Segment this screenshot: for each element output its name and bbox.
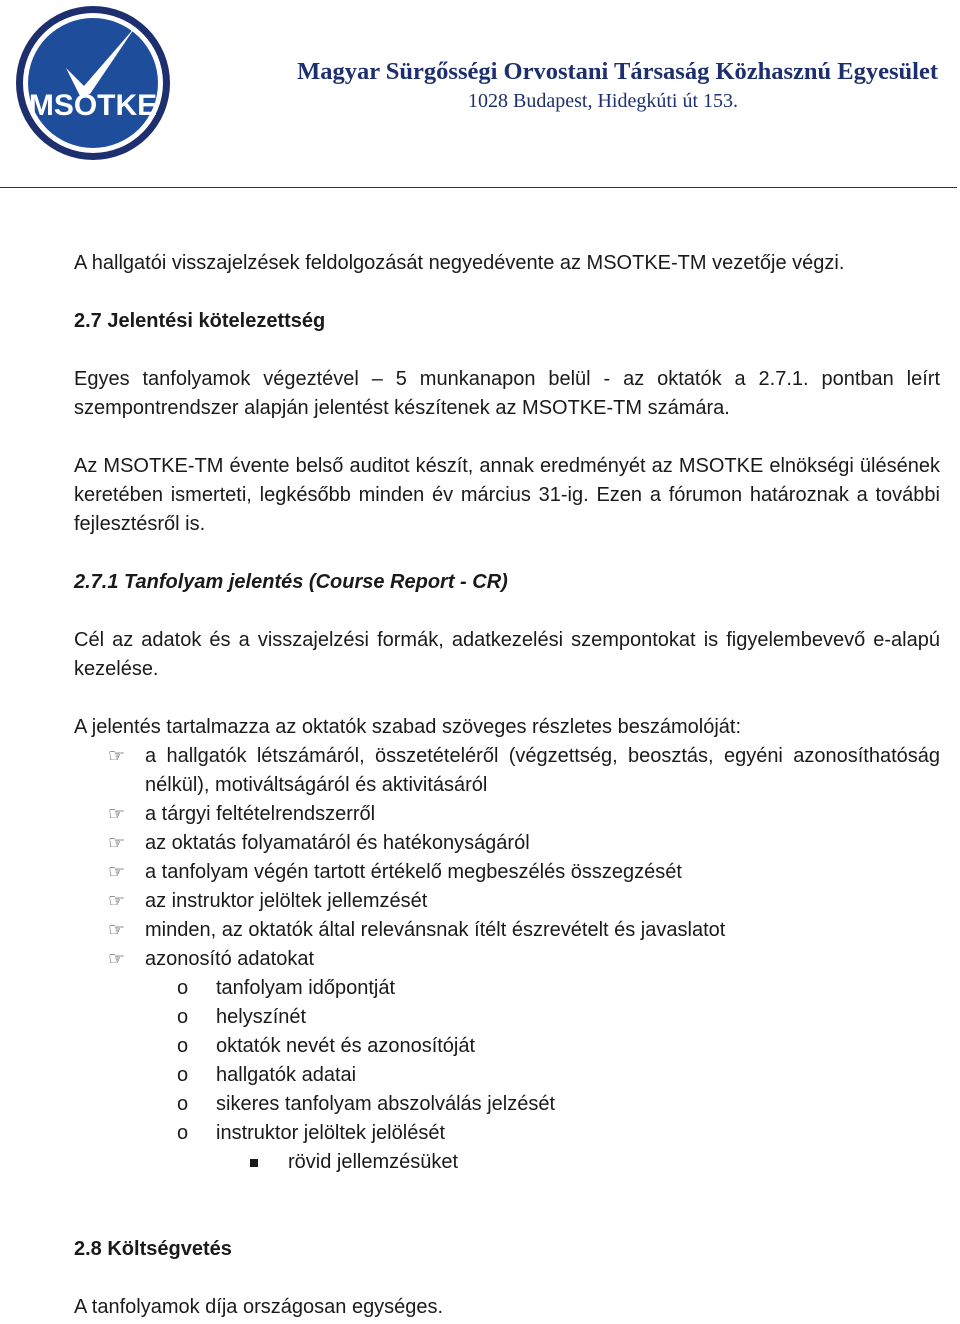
sub-sub-list-item: rövid jellemzésüket	[288, 1148, 940, 1177]
circle-bullet-icon: o	[177, 1035, 189, 1057]
list-item: ☞ a tanfolyam végén tartott értékelő megbeszélés összegzését	[145, 858, 940, 887]
heading-2-8: 2.8 Költségvetés	[74, 1238, 232, 1260]
candidate-list	[216, 1148, 940, 1177]
paragraph-internal-audit: Az MSOTKE-TM évente belső auditot készít, annak eredményét az MSOTKE elnökségi ülésének keretében ismerteti, legkésőbb minden év március 31-ig. Ezen a fórumon határoznak a további fejlesztésről is.	[74, 455, 940, 535]
list-item: ☞ minden, az oktatók által relevánsnak ítélt észrevételt és javaslatot	[145, 916, 940, 945]
list-item: ☞ a tárgyi feltételrendszerről	[145, 800, 940, 829]
circle-bullet-icon: o	[177, 977, 189, 999]
circle-bullet-icon: o	[177, 1006, 189, 1028]
pointing-hand-icon: ☞	[108, 833, 126, 854]
list-item: ☞ azonosító adatokat o tanfolyam időpontját o helyszínét o oktatók nevét és azonosítóját o hallgatók adatai o sikeres tanfolyam abszolválás jelzését o instruktor jelöltek jelölését rövid jellemzésüket	[145, 945, 940, 1177]
sub-list-item: o instruktor jelöltek jelölését rövid jellemzésüket	[216, 1119, 940, 1177]
pointing-hand-icon: ☞	[108, 746, 126, 767]
pointing-hand-icon: ☞	[108, 891, 126, 912]
paragraph-report-deadline: Egyes tanfolyamok végeztével – 5 munkanapon belül - az oktatók a 2.7.1. pontban leírt szempontrendszer alapján jelentést készítenek az MSOTKE-TM számára.	[74, 368, 940, 419]
logo-text: MSOTKE	[28, 89, 158, 122]
header-divider	[0, 187, 957, 188]
document-body	[74, 249, 940, 1322]
identifier-list	[145, 974, 940, 1177]
paragraph-feedback-processing: A hallgatói visszajelzések feldolgozását negyedévente az MSOTKE-TM vezetője végzi.	[74, 252, 845, 274]
msotke-logo	[14, 4, 172, 162]
list-item: ☞ az instruktor jelöltek jellemzését	[145, 887, 940, 916]
paragraph-course-fee: A tanfolyamok díja országosan egységes.	[74, 1296, 444, 1318]
heading-2-7: 2.7 Jelentési kötelezettség	[74, 310, 326, 332]
sub-list-item: o oktatók nevét és azonosítóját	[216, 1032, 940, 1061]
pointing-hand-icon: ☞	[108, 920, 126, 941]
circle-bullet-icon: o	[177, 1064, 189, 1086]
pointing-hand-icon: ☞	[108, 862, 126, 883]
sub-list-item: o helyszínét	[216, 1003, 940, 1032]
pointing-hand-icon: ☞	[108, 949, 126, 970]
sub-list-item: o sikeres tanfolyam abszolválás jelzését	[216, 1090, 940, 1119]
paragraph-goal: Cél az adatok és a visszajelzési formák, adatkezelési szempontokat is figyelembevevő e-alapú kezelése.	[74, 629, 940, 680]
organization-name: Magyar Sürgősségi Orvostani Társaság Közhasznú Egyesület	[297, 58, 938, 85]
list-item: ☞ a hallgatók létszámáról, összetételéről (végzettség, beosztás, egyéni azonosíthatóság nélkül), motiváltságáról és aktivitásáról	[145, 742, 940, 800]
square-bullet-icon	[250, 1159, 258, 1167]
circle-bullet-icon: o	[177, 1093, 189, 1115]
heading-2-7-1: 2.7.1 Tanfolyam jelentés (Course Report - CR)	[74, 571, 508, 593]
sub-list-item: o hallgatók adatai	[216, 1061, 940, 1090]
organization-address: 1028 Budapest, Hidegkúti út 153.	[468, 90, 738, 112]
list-item: ☞ az oktatás folyamatáról és hatékonyságáról	[145, 829, 940, 858]
report-contents-list	[74, 742, 940, 1177]
paragraph-report-contents: A jelentés tartalmazza az oktatók szabad szöveges részletes beszámolóját:	[74, 716, 742, 738]
pointing-hand-icon: ☞	[108, 804, 126, 825]
sub-list-item: o tanfolyam időpontját	[216, 974, 940, 1003]
circle-bullet-icon: o	[177, 1122, 189, 1144]
